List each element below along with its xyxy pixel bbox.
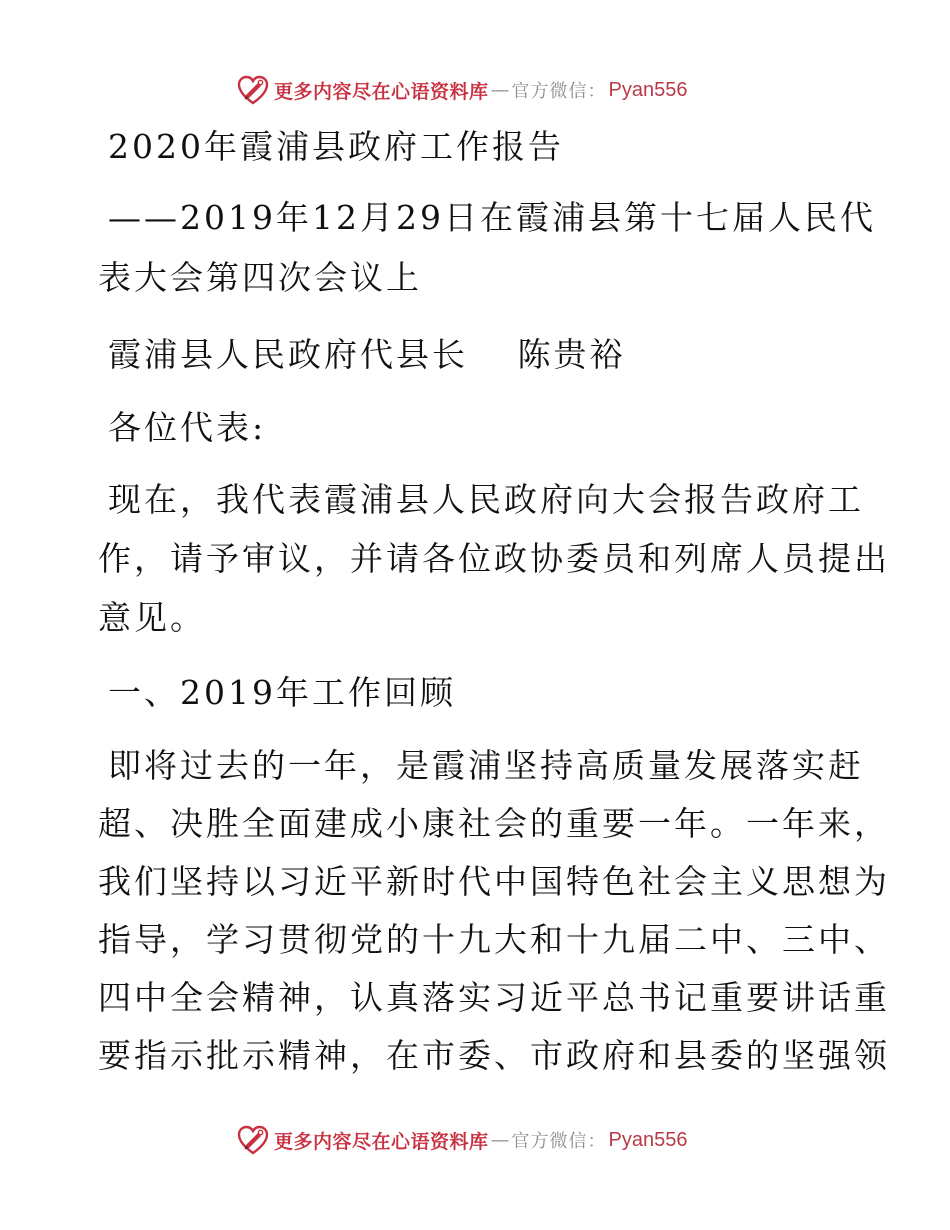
document-title: 2020年霞浦县政府工作报告 [108,127,564,166]
watermark-official-label: 官方微信： [511,1131,607,1152]
paragraph-line: 意见。 [98,598,206,637]
section-heading: 一、2019年工作回顾 [108,673,456,712]
salutation: 各位代表: [108,408,267,447]
paragraph-line: 即将过去的一年，是霞浦坚持高质量发展落实赶 [108,746,864,785]
watermark-text: 更多内容尽在心语资料库 [274,1130,489,1153]
paragraph-line: 要指示批示精神，在市委、市政府和县委的坚强领 [98,1036,890,1075]
subtitle-line: ——2019年12月29日在霞浦县第十七届人民代 [108,198,876,237]
heart-pen-logo-icon [236,1123,270,1157]
paragraph-line: 现在，我代表霞浦县人民政府向大会报告政府工 [108,480,864,519]
paragraph-line: 指导，学习贯彻党的十九大和十九届二中、三中、 [98,920,890,959]
paragraph-line: 作，请予审议，并请各位政协委员和列席人员提出 [98,539,890,578]
watermark-banner-top [236,72,687,108]
watermark-dash: — [490,79,510,101]
heart-pen-logo-icon [236,73,270,107]
paragraph-line: 四中全会精神，认真落实习近平总书记重要讲话重 [98,978,890,1017]
watermark-wechat-id: Pyan556 [608,78,688,101]
paragraph-line: 我们坚持以习近平新时代中国特色社会主义思想为 [98,862,890,901]
watermark-text: 更多内容尽在心语资料库 [274,80,489,103]
watermark-dash: — [490,1129,510,1151]
subtitle-line: 表大会第四次会议上 [98,258,422,297]
watermark-wechat-id: Pyan556 [608,1128,688,1151]
speaker-line: 霞浦县人民政府代县长 陈贵裕 [108,335,626,374]
watermark-banner-bottom [236,1122,687,1158]
paragraph-line: 超、决胜全面建成小康社会的重要一年。一年来， [98,804,890,843]
watermark-official-label: 官方微信： [511,81,607,102]
